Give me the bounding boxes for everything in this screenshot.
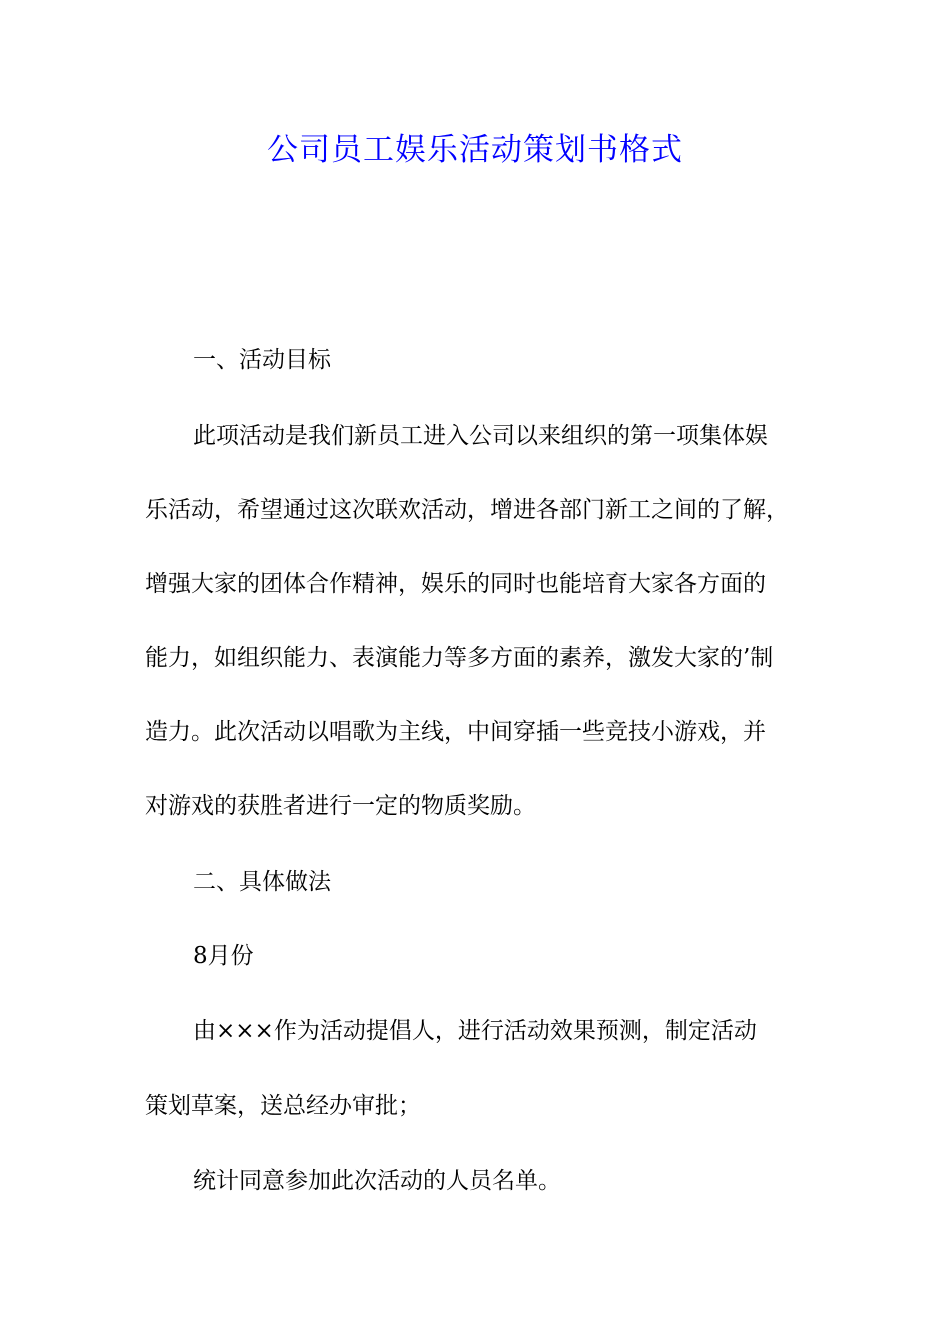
month-label: 8月份 bbox=[193, 943, 254, 969]
paragraph-line: 增强大家的团体合作精神，娱乐的同时也能培育大家各方面的 bbox=[145, 571, 766, 597]
paragraph-line: 乐活动，希望通过这次联欢活动，增进各部门新工之间的了解， bbox=[145, 497, 789, 523]
section-heading-method: 二、具体做法 bbox=[193, 869, 331, 895]
paragraph-line: 能力，如组织能力、表演能力等多方面的素养，激发大家的’制 bbox=[145, 645, 774, 671]
paragraph-line: 策划草案，送总经办审批； bbox=[145, 1093, 421, 1119]
paragraph-line: 对游戏的获胜者进行一定的物质奖励。 bbox=[145, 793, 536, 819]
section-heading-goal: 一、活动目标 bbox=[193, 347, 331, 373]
paragraph-line: 此项活动是我们新员工进入公司以来组织的第一项集体娱 bbox=[193, 423, 768, 449]
document-title: 公司员工娱乐活动策划书格式 bbox=[267, 132, 683, 168]
paragraph-line: 由×××作为活动提倡人，进行活动效果预测，制定活动 bbox=[193, 1018, 757, 1044]
paragraph-line: 造力。此次活动以唱歌为主线，中间穿插一些竞技小游戏，并 bbox=[145, 719, 766, 745]
paragraph-line: 统计同意参加此次活动的人员名单。 bbox=[193, 1168, 561, 1194]
